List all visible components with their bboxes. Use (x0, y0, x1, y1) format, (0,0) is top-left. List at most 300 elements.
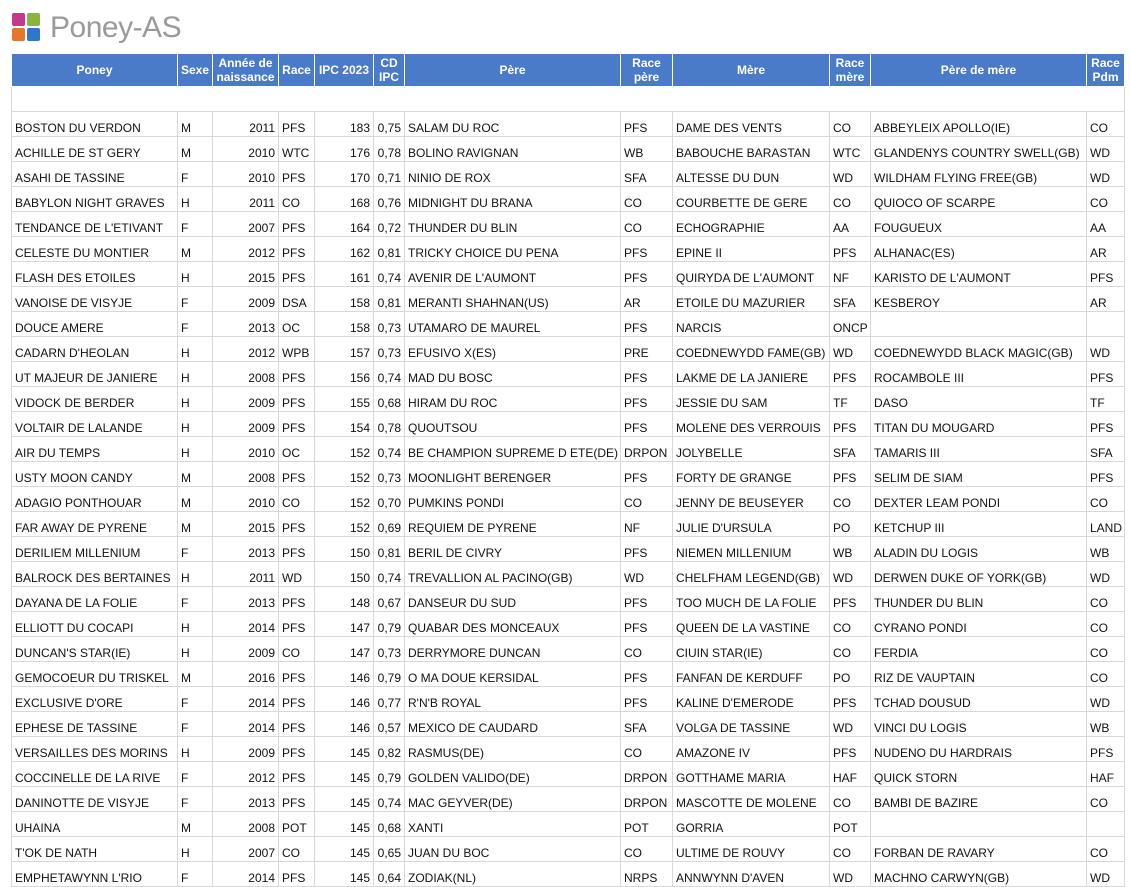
cell-race: PFS (279, 737, 315, 762)
cell-ipc: 145 (315, 812, 374, 837)
cell-pere: RASMUS(DE) (405, 737, 621, 762)
cell-race-mere: WD (830, 337, 871, 362)
cell-race-mere: WTC (830, 137, 871, 162)
cell-ipc: 170 (315, 162, 374, 187)
cell-race: CO (279, 187, 315, 212)
cell-sexe: F (178, 162, 213, 187)
cell-ipc: 145 (315, 762, 374, 787)
cell-sexe: F (178, 762, 213, 787)
cell-cd-ipc: 0,73 (374, 312, 405, 337)
cell-race: PFS (279, 362, 315, 387)
cell-mere: NARCIS (673, 312, 830, 337)
cell-poney[interactable]: ACHILLE DE ST GERY (12, 137, 178, 162)
cell-pere: ZODIAK(NL) (405, 862, 621, 887)
cell-sexe: H (178, 187, 213, 212)
cell-annee: 2012 (213, 337, 279, 362)
cell-pere-de-mere: TAMARIS III (871, 437, 1087, 462)
cell-pere: BE CHAMPION SUPREME D ETE(DE) (405, 437, 621, 462)
cell-sexe: H (178, 637, 213, 662)
cell-cd-ipc: 0,74 (374, 437, 405, 462)
cell-ipc: 146 (315, 712, 374, 737)
cell-annee: 2010 (213, 437, 279, 462)
cell-sexe: F (178, 587, 213, 612)
cell-pere-de-mere: NUDENO DU HARDRAIS (871, 737, 1087, 762)
cell-pere: R'N'B ROYAL (405, 687, 621, 712)
cell-race-pere: CO (621, 487, 673, 512)
cell-poney[interactable]: AIR DU TEMPS (12, 437, 178, 462)
table-row (12, 762, 1125, 787)
cell-sexe: H (178, 612, 213, 637)
cell-race-pdm: CO (1087, 112, 1125, 137)
cell-race-pdm: AA (1087, 212, 1125, 237)
cell-annee: 2007 (213, 212, 279, 237)
cell-pere-de-mere (871, 312, 1087, 337)
cell-poney[interactable]: DAYANA DE LA FOLIE (12, 587, 178, 612)
cell-sexe: M (178, 487, 213, 512)
cell-pere: JUAN DU BOC (405, 837, 621, 862)
cell-race: WTC (279, 137, 315, 162)
cell-race-mere: CO (830, 837, 871, 862)
cell-race: WD (279, 562, 315, 587)
cell-pere-de-mere: COEDNEWYDD BLACK MAGIC(GB) (871, 337, 1087, 362)
cell-ipc: 147 (315, 612, 374, 637)
cell-poney[interactable]: EXCLUSIVE D'ORE (12, 687, 178, 712)
table-row (12, 387, 1125, 412)
cell-mere: AMAZONE IV (673, 737, 830, 762)
cell-ipc: 148 (315, 587, 374, 612)
cell-sexe: F (178, 212, 213, 237)
cell-race: OC (279, 437, 315, 462)
table-row (12, 137, 1125, 162)
cell-pere-de-mere: DASO (871, 387, 1087, 412)
cell-pere: QUABAR DES MONCEAUX (405, 612, 621, 637)
cell-annee: 2014 (213, 612, 279, 637)
cell-poney[interactable]: DUNCAN'S STAR(IE) (12, 637, 178, 662)
cell-pere-de-mere: FORBAN DE RAVARY (871, 837, 1087, 862)
cell-pere: REQUIEM DE PYRENE (405, 512, 621, 537)
cell-ipc: 161 (315, 262, 374, 287)
cell-cd-ipc: 0,78 (374, 137, 405, 162)
cell-sexe: H (178, 562, 213, 587)
cell-race-mere: WD (830, 862, 871, 887)
cell-race-mere: CO (830, 187, 871, 212)
cell-race-pdm: WD (1087, 137, 1125, 162)
table-header-row (12, 54, 1125, 87)
cell-pere: MERANTI SHAHNAN(US) (405, 287, 621, 312)
cell-mere: JOLYBELLE (673, 437, 830, 462)
cell-mere: MOLENE DES VERROUIS (673, 412, 830, 437)
cell-poney[interactable]: VIDOCK DE BERDER (12, 387, 178, 412)
cell-mere: VOLGA DE TASSINE (673, 712, 830, 737)
table-row (12, 812, 1125, 837)
cell-annee: 2011 (213, 112, 279, 137)
cell-cd-ipc: 0,74 (374, 262, 405, 287)
cell-ipc: 156 (315, 362, 374, 387)
cell-ipc: 168 (315, 187, 374, 212)
table-row (12, 337, 1125, 362)
header-col-pere-de-mere[interactable]: Père de mère (871, 54, 1087, 87)
cell-race-mere: CO (830, 487, 871, 512)
cell-poney[interactable]: DOUCE AMERE (12, 312, 178, 337)
cell-poney[interactable]: USTY MOON CANDY (12, 462, 178, 487)
cell-cd-ipc: 0,81 (374, 237, 405, 262)
cell-poney[interactable]: ASAHI DE TASSINE (12, 162, 178, 187)
header-col-race-pere[interactable]: Race père (621, 54, 673, 87)
cell-race-pere: PFS (621, 262, 673, 287)
cell-annee: 2009 (213, 287, 279, 312)
cell-poney[interactable]: EPHESE DE TASSINE (12, 712, 178, 737)
cell-poney[interactable]: UT MAJEUR DE JANIERE (12, 362, 178, 387)
cell-annee: 2014 (213, 862, 279, 887)
cell-pere-de-mere: THUNDER DU BLIN (871, 587, 1087, 612)
cell-sexe: H (178, 737, 213, 762)
cell-race-pdm: CO (1087, 587, 1125, 612)
table-row (12, 862, 1125, 887)
table-row (12, 587, 1125, 612)
cell-pere: MEXICO DE CAUDARD (405, 712, 621, 737)
header-col-mere[interactable]: Mère (673, 54, 830, 87)
cell-ipc: 158 (315, 287, 374, 312)
cell-mere: EPINE II (673, 237, 830, 262)
cell-ipc: 145 (315, 787, 374, 812)
cell-annee: 2012 (213, 762, 279, 787)
cell-ipc: 147 (315, 637, 374, 662)
cell-race-pdm: WD (1087, 862, 1125, 887)
cell-race-pere: CO (621, 187, 673, 212)
header-col-sexe[interactable]: Sexe (178, 54, 213, 87)
cell-poney[interactable]: VANOISE DE VISYJE (12, 287, 178, 312)
cell-pere: TRICKY CHOICE DU PENA (405, 237, 621, 262)
cell-pere-de-mere: WILDHAM FLYING FREE(GB) (871, 162, 1087, 187)
cell-poney[interactable]: BABYLON NIGHT GRAVES (12, 187, 178, 212)
header-col-race-mere[interactable]: Race mère (830, 54, 871, 87)
cell-ipc: 183 (315, 112, 374, 137)
cell-annee: 2009 (213, 387, 279, 412)
header-col-ipc[interactable]: IPC 2023 (315, 54, 374, 87)
cell-pere-de-mere: DERWEN DUKE OF YORK(GB) (871, 562, 1087, 587)
cell-race: PFS (279, 787, 315, 812)
cell-mere: NIEMEN MILLENIUM (673, 537, 830, 562)
cell-race: PFS (279, 537, 315, 562)
cell-race-pere: PFS (621, 587, 673, 612)
cell-annee: 2013 (213, 537, 279, 562)
cell-ipc: 150 (315, 537, 374, 562)
cell-race-mere: CO (830, 787, 871, 812)
cell-race-pere: WB (621, 137, 673, 162)
header-col-poney[interactable]: Poney (12, 54, 178, 87)
cell-pere: XANTI (405, 812, 621, 837)
cell-ipc: 176 (315, 137, 374, 162)
cell-pere: MIDNIGHT DU BRANA (405, 187, 621, 212)
cell-poney[interactable]: UHAINA (12, 812, 178, 837)
header-col-pere[interactable]: Père (405, 54, 621, 87)
cell-annee: 2008 (213, 462, 279, 487)
cell-race: PFS (279, 712, 315, 737)
cell-race-pere: CO (621, 737, 673, 762)
header-col-race-pdm[interactable]: Race Pdm (1087, 54, 1125, 87)
cell-mere: CIUIN STAR(IE) (673, 637, 830, 662)
cell-ipc: 157 (315, 337, 374, 362)
cell-race: PFS (279, 237, 315, 262)
cell-race: WPB (279, 337, 315, 362)
cell-race-pere: DRPON (621, 437, 673, 462)
cell-poney[interactable]: FLASH DES ETOILES (12, 262, 178, 287)
cell-mere: QUIRYDA DE L'AUMONT (673, 262, 830, 287)
table-row (12, 687, 1125, 712)
cell-race-pere: PRE (621, 337, 673, 362)
cell-pere-de-mere: SELIM DE SIAM (871, 462, 1087, 487)
cell-pere-de-mere: FOUGUEUX (871, 212, 1087, 237)
cell-race-mere: NF (830, 262, 871, 287)
cell-poney[interactable]: TENDANCE DE L'ETIVANT (12, 212, 178, 237)
cell-poney[interactable]: ELLIOTT DU COCAPI (12, 612, 178, 637)
cell-race-pdm: SFA (1087, 437, 1125, 462)
cell-pere: HIRAM DU ROC (405, 387, 621, 412)
cell-annee: 2014 (213, 687, 279, 712)
cell-race-mere: PFS (830, 737, 871, 762)
cell-poney[interactable]: CELESTE DU MONTIER (12, 237, 178, 262)
cell-pere-de-mere: MACHNO CARWYN(GB) (871, 862, 1087, 887)
cell-mere: TOO MUCH DE LA FOLIE (673, 587, 830, 612)
cell-race-mere: PFS (830, 587, 871, 612)
cell-ipc: 164 (315, 212, 374, 237)
cell-race-pere: PFS (621, 112, 673, 137)
cell-annee: 2009 (213, 737, 279, 762)
cell-race-pdm: WD (1087, 162, 1125, 187)
logo-icon (12, 13, 42, 43)
cell-mere: ETOILE DU MAZURIER (673, 287, 830, 312)
cell-race-pdm: PFS (1087, 462, 1125, 487)
cell-pere-de-mere: ALADIN DU LOGIS (871, 537, 1087, 562)
header-col-cd-ipc[interactable]: CD IPC (374, 54, 405, 87)
cell-poney[interactable]: T'OK DE NATH (12, 837, 178, 862)
cell-sexe: H (178, 337, 213, 362)
cell-pere: MAC GEYVER(DE) (405, 787, 621, 812)
cell-ipc: 152 (315, 462, 374, 487)
cell-race-pdm: CO (1087, 787, 1125, 812)
ranking-table (11, 53, 1125, 887)
cell-race: OC (279, 312, 315, 337)
cell-annee: 2015 (213, 512, 279, 537)
cell-race: PFS (279, 687, 315, 712)
table-row (12, 562, 1125, 587)
cell-race-pere: DRPON (621, 762, 673, 787)
cell-race-pere: WD (621, 562, 673, 587)
cell-cd-ipc: 0,74 (374, 562, 405, 587)
cell-ipc: 146 (315, 687, 374, 712)
cell-pere-de-mere: TITAN DU MOUGARD (871, 412, 1087, 437)
header-col-race[interactable]: Race (279, 54, 315, 87)
cell-annee: 2010 (213, 162, 279, 187)
cell-annee: 2011 (213, 187, 279, 212)
cell-race-mere: PO (830, 512, 871, 537)
cell-race-pdm: PFS (1087, 737, 1125, 762)
cell-poney[interactable]: VERSAILLES DES MORINS (12, 737, 178, 762)
cell-cd-ipc: 0,79 (374, 662, 405, 687)
cell-annee: 2009 (213, 637, 279, 662)
cell-race: PFS (279, 587, 315, 612)
cell-sexe: F (178, 287, 213, 312)
cell-cd-ipc: 0,81 (374, 287, 405, 312)
cell-race-pere: DRPON (621, 787, 673, 812)
table-row (12, 487, 1125, 512)
cell-poney[interactable]: DERILIEM MILLENIUM (12, 537, 178, 562)
cell-mere: COEDNEWYDD FAME(GB) (673, 337, 830, 362)
cell-sexe: H (178, 362, 213, 387)
cell-pere-de-mere: TCHAD DOUSUD (871, 687, 1087, 712)
cell-cd-ipc: 0,67 (374, 587, 405, 612)
table-row (12, 162, 1125, 187)
table-row (12, 612, 1125, 637)
cell-race: PFS (279, 212, 315, 237)
cell-pere: NINIO DE ROX (405, 162, 621, 187)
cell-sexe: M (178, 662, 213, 687)
cell-poney[interactable]: CADARN D'HEOLAN (12, 337, 178, 362)
cell-poney[interactable]: VOLTAIR DE LALANDE (12, 412, 178, 437)
cell-race-pdm: WD (1087, 562, 1125, 587)
cell-ipc: 158 (315, 312, 374, 337)
cell-cd-ipc: 0,73 (374, 462, 405, 487)
cell-poney[interactable]: COCCINELLE DE LA RIVE (12, 762, 178, 787)
cell-race-pere: NF (621, 512, 673, 537)
cell-race: PFS (279, 112, 315, 137)
cell-mere: GORRIA (673, 812, 830, 837)
cell-sexe: F (178, 787, 213, 812)
cell-ipc: 146 (315, 662, 374, 687)
cell-sexe: F (178, 712, 213, 737)
cell-race-pere: SFA (621, 712, 673, 737)
cell-sexe: M (178, 112, 213, 137)
cell-race-pdm: WD (1087, 337, 1125, 362)
cell-pere-de-mere: FERDIA (871, 637, 1087, 662)
table-row (12, 712, 1125, 737)
cell-cd-ipc: 0,79 (374, 612, 405, 637)
cell-pere: GOLDEN VALIDO(DE) (405, 762, 621, 787)
cell-mere: ANNWYNN D'AVEN (673, 862, 830, 887)
cell-cd-ipc: 0,82 (374, 737, 405, 762)
cell-mere: JULIE D'URSULA (673, 512, 830, 537)
cell-race-pere: PFS (621, 612, 673, 637)
table-row (12, 537, 1125, 562)
cell-pere: DERRYMORE DUNCAN (405, 637, 621, 662)
cell-cd-ipc: 0,79 (374, 762, 405, 787)
cell-race: PFS (279, 762, 315, 787)
cell-race-pdm: CO (1087, 637, 1125, 662)
cell-race-pere: CO (621, 637, 673, 662)
cell-ipc: 162 (315, 237, 374, 262)
cell-mere: LAKME DE LA JANIERE (673, 362, 830, 387)
cell-race: CO (279, 837, 315, 862)
cell-race-pdm: LAND (1087, 512, 1125, 537)
cell-poney[interactable]: FAR AWAY DE PYRENE (12, 512, 178, 537)
cell-sexe: M (178, 462, 213, 487)
cell-cd-ipc: 0,75 (374, 112, 405, 137)
cell-pere: AVENIR DE L'AUMONT (405, 262, 621, 287)
cell-pere-de-mere (871, 812, 1087, 837)
cell-race: PFS (279, 412, 315, 437)
cell-race-pdm: WB (1087, 537, 1125, 562)
cell-race-pere: PFS (621, 312, 673, 337)
cell-annee: 2011 (213, 562, 279, 587)
table-row (12, 212, 1125, 237)
cell-cd-ipc: 0,76 (374, 187, 405, 212)
cell-pere-de-mere: KETCHUP III (871, 512, 1087, 537)
cell-race-mere: WD (830, 162, 871, 187)
cell-race-pdm: WD (1087, 687, 1125, 712)
cell-poney[interactable]: GEMOCOEUR DU TRISKEL (12, 662, 178, 687)
cell-poney[interactable]: DANINOTTE DE VISYJE (12, 787, 178, 812)
cell-race-pere: PFS (621, 537, 673, 562)
cell-ipc: 145 (315, 837, 374, 862)
cell-sexe: H (178, 412, 213, 437)
cell-race-mere: WD (830, 562, 871, 587)
cell-annee: 2010 (213, 137, 279, 162)
cell-pere: EFUSIVO X(ES) (405, 337, 621, 362)
cell-cd-ipc: 0,68 (374, 812, 405, 837)
cell-race-pdm: CO (1087, 837, 1125, 862)
cell-sexe: H (178, 387, 213, 412)
cell-poney[interactable]: BALROCK DES BERTAINES (12, 562, 178, 587)
cell-race: DSA (279, 287, 315, 312)
cell-cd-ipc: 0,74 (374, 362, 405, 387)
cell-race-pere: CO (621, 837, 673, 862)
cell-race-mere: ONCP (830, 312, 871, 337)
cell-poney[interactable]: EMPHETAWYNN L'RIO (12, 862, 178, 887)
cell-race-pdm: CO (1087, 187, 1125, 212)
cell-race-mere: CO (830, 637, 871, 662)
cell-mere: ECHOGRAPHIE (673, 212, 830, 237)
header-col-annee[interactable]: Année de naissance (213, 54, 279, 87)
cell-race-mere: TF (830, 387, 871, 412)
cell-pere-de-mere: QUICK STORN (871, 762, 1087, 787)
cell-race: CO (279, 637, 315, 662)
cell-race-mere: POT (830, 812, 871, 837)
cell-cd-ipc: 0,72 (374, 212, 405, 237)
cell-pere-de-mere: BAMBI DE BAZIRE (871, 787, 1087, 812)
cell-poney[interactable]: BOSTON DU VERDON (12, 112, 178, 137)
cell-sexe: M (178, 137, 213, 162)
cell-pere: DANSEUR DU SUD (405, 587, 621, 612)
cell-cd-ipc: 0,74 (374, 787, 405, 812)
cell-poney[interactable]: ADAGIO PONTHOUAR (12, 487, 178, 512)
cell-mere: CHELFHAM LEGEND(GB) (673, 562, 830, 587)
cell-sexe: F (178, 687, 213, 712)
cell-sexe: F (178, 312, 213, 337)
cell-race-mere: PFS (830, 412, 871, 437)
cell-sexe: H (178, 262, 213, 287)
table-row (12, 837, 1125, 862)
cell-race-pere: PFS (621, 662, 673, 687)
cell-race-pdm: PFS (1087, 412, 1125, 437)
cell-pere-de-mere: DEXTER LEAM PONDI (871, 487, 1087, 512)
cell-mere: QUEEN DE LA VASTINE (673, 612, 830, 637)
cell-ipc: 145 (315, 737, 374, 762)
cell-pere: MAD DU BOSC (405, 362, 621, 387)
cell-race-pere: PFS (621, 362, 673, 387)
table-row (12, 187, 1125, 212)
cell-pere-de-mere: KARISTO DE L'AUMONT (871, 262, 1087, 287)
cell-annee: 2014 (213, 712, 279, 737)
cell-race: PFS (279, 462, 315, 487)
cell-race-pere: PFS (621, 412, 673, 437)
cell-sexe: H (178, 837, 213, 862)
cell-annee: 2008 (213, 362, 279, 387)
cell-ipc: 145 (315, 862, 374, 887)
cell-pere: BOLINO RAVIGNAN (405, 137, 621, 162)
cell-race-mere: PO (830, 662, 871, 687)
cell-race-pdm: WB (1087, 712, 1125, 737)
cell-race-pdm: CO (1087, 487, 1125, 512)
